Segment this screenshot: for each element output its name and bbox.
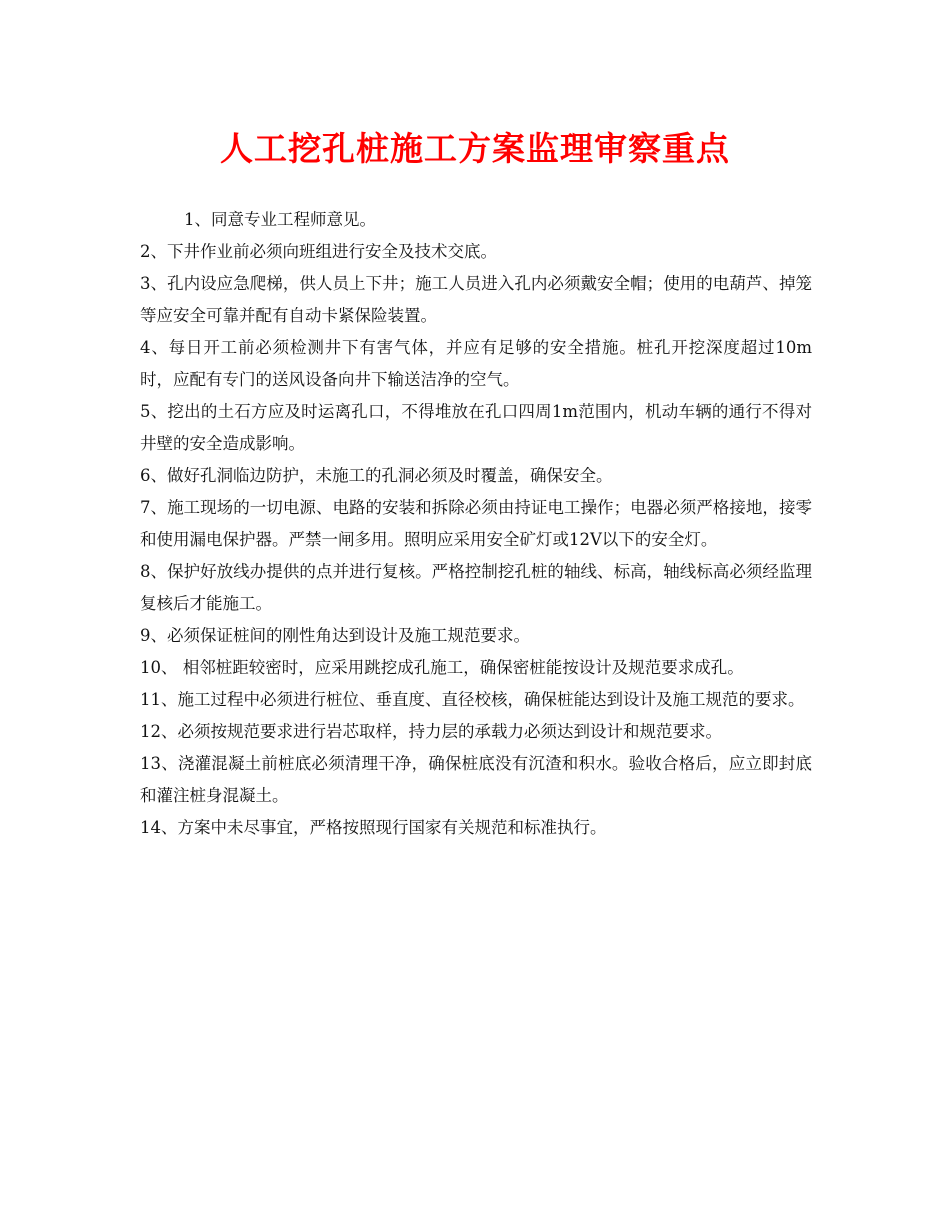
review-item-2: 2、下井作业前必须向班组进行安全及技术交底。 — [140, 242, 497, 261]
review-item-7: 7、施工现场的一切电源、电路的安装和拆除必须由持证电工操作；电器必须严格接地，接零和使用漏电保护器。严禁一闸多用。照明应采用安全矿灯或12V以下的安全灯。 — [140, 498, 812, 549]
review-item-3: 3、孔内设应急爬梯，供人员上下井；施工人员进入孔内必须戴安全帽；使用的电葫芦、掉笼等应安全可靠并配有自动卡紧保险装置。 — [140, 274, 812, 325]
document-body — [140, 204, 812, 844]
review-item-14: 14、方案中未尽事宜，严格按照现行国家有关规范和标准执行。 — [140, 818, 607, 837]
document-title: 人工挖孔桩施工方案监理审察重点 — [220, 129, 730, 168]
review-item-4: 4、每日开工前必须检测井下有害气体，并应有足够的安全措施。桩孔开挖深度超过10m时，应配有专门的送风设备向井下输送洁净的空气。 — [140, 338, 812, 389]
review-item-12: 12、必须按规范要求进行岩芯取样，持力层的承载力必须达到设计和规范要求。 — [140, 722, 722, 741]
review-item-5: 5、挖出的土石方应及时运离孔口，不得堆放在孔口四周1m范围内，机动车辆的通行不得对井壁的安全造成影响。 — [140, 402, 812, 453]
review-item-9: 9、必须保证桩间的刚性角达到设计及施工规范要求。 — [140, 626, 530, 645]
review-item-6: 6、做好孔洞临边防护，未施工的孔洞必须及时覆盖，确保安全。 — [140, 466, 613, 485]
review-item-10: 10、 相邻桩距较密时，应采用跳挖成孔施工，确保密桩能按设计及规范要求成孔。 — [140, 658, 744, 677]
review-item-8: 8、保护好放线办提供的点并进行复核。严格控制挖孔桩的轴线、标高，轴线标高必须经监理复核后才能施工。 — [140, 562, 812, 613]
review-item-13: 13、浇灌混凝土前桩底必须清理干净，确保桩底没有沉渣和积水。验收合格后，应立即封底和灌注桩身混凝土。 — [140, 754, 812, 805]
review-item-11: 11、施工过程中必须进行桩位、垂直度、直径校核，确保桩能达到设计及施工规范的要求。 — [140, 690, 805, 709]
review-item-1: 1、同意专业工程师意见。 — [184, 210, 376, 229]
